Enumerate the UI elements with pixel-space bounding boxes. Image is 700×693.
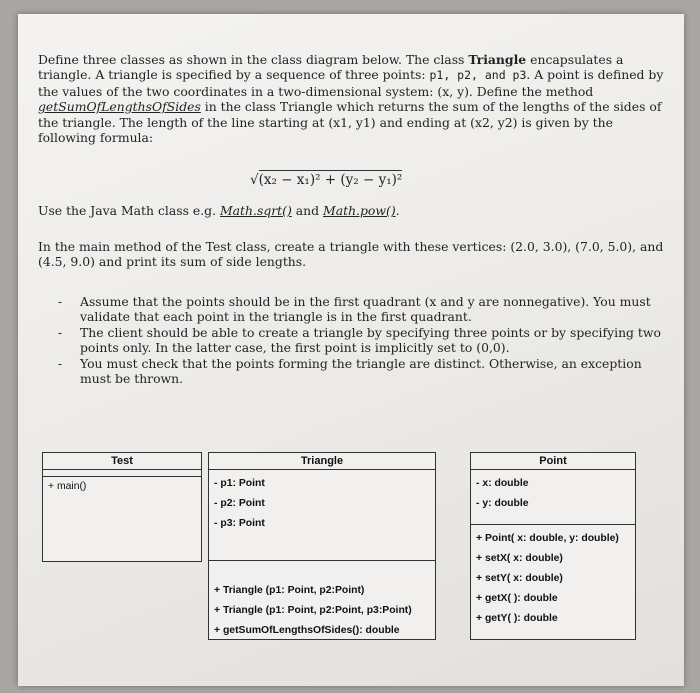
uml-method: + getSumOfLengthsOfSides(): double	[214, 625, 400, 636]
main-method-paragraph: In the main method of the Test class, create a triangle with these vertices: (2.0, 3.0), (7.0, 5.0), and (4.5, 9.0) and print its sum of side lengths.	[38, 239, 664, 270]
uml-class-triangle	[208, 452, 436, 640]
uml-field: - x: double	[476, 478, 529, 489]
uml-method: + Triangle (p1: Point, p2:Point, p3:Point)	[214, 605, 412, 616]
math-hint: Use the Java Math class e.g. Math.sqrt() and Math.pow().	[38, 203, 400, 218]
uml-field: - p3: Point	[214, 518, 265, 529]
intro-line-6: following formula:	[38, 130, 154, 146]
uml-method: + setY( x: double)	[476, 573, 563, 584]
uml-class-test	[42, 452, 202, 562]
uml-class-name: Test	[43, 453, 201, 470]
uml-class-name: Point	[471, 453, 635, 470]
requirement-item: - The client should be able to create a triangle by specifying three points or by specifying two points only. In the latter case, the first point is implicitly set to (0,0).	[58, 324, 661, 356]
intro-line-1: Define three classes as shown in the class diagram below. The class Triangle encapsulates a	[38, 52, 624, 67]
requirement-item: - Assume that the points should be in the first quadrant (x and y are nonnegative). You must validate that each point in the triangle is in the first quadrant.	[58, 294, 651, 325]
uml-method: + Triangle (p1: Point, p2:Point)	[214, 585, 365, 596]
intro-line-3: the values of the two coordinates in a two-dimensional system: (x, y). Define the method	[38, 83, 594, 99]
method-name-link: getSumOfLengthsOfSides	[38, 99, 201, 115]
uml-method: + Point( x: double, y: double)	[476, 533, 619, 544]
intro-line-2: triangle. A triangle is specified by a sequence of three points: p1, p2, and p3. A point is defined by	[38, 67, 664, 83]
requirements-list	[58, 294, 661, 387]
uml-method: + setX( x: double)	[476, 553, 563, 564]
requirement-item: - You must check that the points forming the triangle are distinct. Otherwise, an exception must be thrown.	[58, 355, 642, 387]
uml-field: - p2: Point	[214, 498, 265, 509]
uml-class-point	[470, 452, 636, 640]
problem-intro-paragraph	[38, 52, 664, 146]
math-pow-link: Math.pow()	[323, 203, 396, 218]
uml-method: + main()	[48, 481, 87, 492]
uml-method: + getX( ): double	[476, 593, 558, 604]
uml-class-name: Triangle	[209, 453, 435, 470]
uml-field: - y: double	[476, 498, 529, 509]
uml-field: - p1: Point	[214, 478, 265, 489]
distance-formula: √(x₂ − x₁)² + (y₂ − y₁)²	[250, 172, 403, 188]
intro-line-4: getSumOfLengthsOfSides in the class Triangle which returns the sum of the lengths of the sides of	[38, 99, 662, 115]
uml-method: + getY( ): double	[476, 613, 558, 624]
math-sqrt-link: Math.sqrt()	[219, 203, 292, 218]
intro-line-5: the triangle. The length of the line starting at (x1, y1) and ending at (x2, y2) is given by the	[38, 114, 613, 130]
